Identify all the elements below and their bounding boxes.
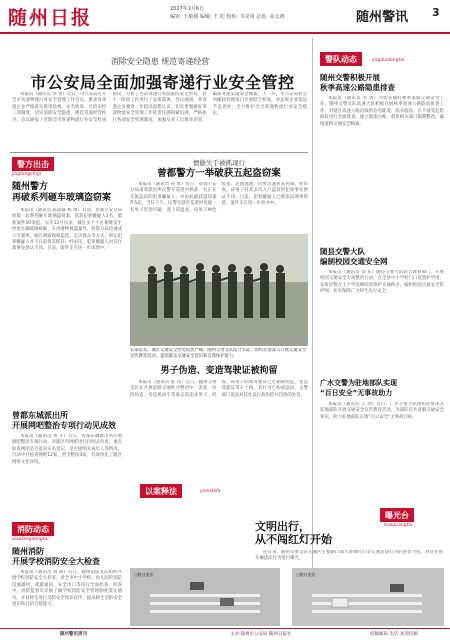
bottom-center-headline: 男子伪造、变造驾驶证被拘留 [160, 366, 278, 376]
right3-headline-line2: “百日安全”无事故助力 [320, 389, 393, 397]
right1-body [320, 96, 444, 240]
section-tag-yianshifa: 以案释法 [140, 484, 182, 498]
lead-rule [10, 152, 308, 153]
lead-body-text: 本报讯（通讯员 李 勇）近日，市公安局召开全市寄递物流行业安全管理工作会议，要求各寄递企业严格落实收寄验视、实名收寄、过机安检三项制度，切实消除安全隐患，规范寄递经营秩序。会议通报了近期全市寄递物流行业安全检查情况，分析了当前寄递行业面临的安全形势，对下一阶段工作进行了安排部署。会议强调，各寄递企业要进一步提高思想认识，切实增强做好寄递物流安全管理工作的责任感和紧迫感，严格执行各项安全管理制度，加强从业人员教育培训，确保寄递渠道安全畅通。下一步，市公安局将会同邮政管理部门开展联合检查，对违规企业依法予以查处，全力维护全市寄递物流行业安全稳定。 [12, 92, 307, 123]
traffic-photo-2-label: ○路口违法 [296, 572, 316, 577]
traffic-photo-1 [130, 568, 280, 626]
editor-line: 编审: 王敏娣 编辑: 王 松 校检: 韦克用 总监: 高元鸿 [170, 14, 285, 20]
right1-headline-line1: 随州交警积极开展 [320, 73, 380, 82]
left1-body-text: 本报讯（通讯员 陈道森 杨 博）日前，曾都公安分局侦破一起系列砸车玻璃盗窃案，抓获犯罪嫌疑人1名，破获案件10余起。去年12月以来，城区多个小区相继发生停放车辆玻璃被砸、车内财物被盗案件。曾都分局迅速成立专案组，通过调取视频监控、走访群众等方式，锁定犯罪嫌疑人并于日前将其抓获。经审讯，犯罪嫌疑人对其作案事实供认不讳。目前，案件正在进一步审理中。 [12, 208, 122, 252]
left3-body-text: 本报讯（通讯员 刘 辉）近日，随州消防支队组织开展学校消防安全大检查，对全市中小学校、幼儿园的消防设施器材、疏散通道、安全出口等进行全面检查。检查中，消防监督员详细了解学校消防安全管理制度落实情况，并对师生进行消防安全知识宣传，提高师生消防安全意识和自防自救能力。 [12, 570, 122, 608]
section-tag-jingfang: 警方出击 [12, 157, 54, 171]
right2-headline-line1: 随县交警大队 [320, 247, 365, 256]
masthead [0, 0, 450, 34]
bottom-center-body [130, 380, 308, 480]
right1-headline-line2: 秋季高速公路隐患排查 [320, 83, 395, 92]
section-tag-sub: jingfangchuji [12, 172, 41, 177]
bottom-center-body-text: 本报讯（通讯员 张 伟）近日，随州交警支队在开展道路交通秩序整治中，查获一名持伪造、变造机动车驾驶证的违法男子。经查，该男子明知驾驶证已过期却伪造、变造驾驶证驾车上路，其行为已构成违法，交警部门依法对其处以行政拘留并罚款的处罚。 [130, 380, 308, 398]
newspaper-logo: 随州日报 [8, 7, 93, 29]
left2-body [12, 434, 122, 518]
section-tag-sub-xiaofang: xiaofangdongtai [12, 537, 49, 542]
lead-headline: 市公安局全面加强寄递行业安全管控 [30, 73, 295, 92]
section-tag-xiaofang: 消防动态 [12, 522, 54, 536]
right2-headline-line2: 编制校园交通安全网 [320, 257, 388, 266]
right1-body-text: 本报讯（通讯员 李 勇）为切实做好秋季道路交通安全工作，随州交警支队高速大队积极开展秋季高速公路隐患排查工作，对辖区高速公路沿线的急弯陡坡、临水临崖、长下坡等危险路段进行全面排查，建立隐患台账，督促相关部门限期整改，确保道路交通安全畅通。 [320, 96, 444, 127]
lead-body [12, 92, 307, 150]
right3-headline-line1: 广水交警为驻地部队实现 [320, 379, 397, 387]
issue-date: 2017年1月6日 [170, 6, 205, 12]
right3-body-text: 本报讯（通讯员 王 剑）近日，广水交警大队组织民警深入驻地部队开展交通安全宣传教育活动，为部队官兵讲解交通安全知识，助力驻地部队实现“百日安全”无事故目标。 [320, 402, 444, 420]
masthead-meta [170, 5, 330, 21]
left1-body [12, 208, 122, 406]
left2-headline-line2: 开展网吧整治专项行动见成效 [12, 421, 116, 430]
traffic-photo-1-label: ○路口违法 [134, 572, 154, 577]
left3-body [12, 570, 122, 624]
photo-box-body [255, 550, 443, 566]
feature-body [130, 182, 308, 232]
section-tag-jingdui: 警队动态 [320, 52, 362, 66]
page-number: 3 [432, 6, 440, 19]
feature-photo [130, 234, 308, 346]
right3-body [320, 402, 444, 506]
section-name: 随州警讯 [356, 10, 409, 25]
right2-body-text: 本报讯（通讯员 余 东）随县交警大队联合教育部门，开展校园交通安全专项整治行动，在全县中小学校门口设置护学岗，安排民警在上下学高峰时段维护交通秩序，编织校园交通安全防护网，切实保障广大师生出行安全。 [320, 270, 444, 295]
feature-body-text: 本报讯（通讯员 孙 勇）近日，曾都公安分局南郊派出所民警在巡逻中抓获一名正在实施盗窃的犯罪嫌疑人，并由此破获盗窃案件5起。当日下午，民警在辖区巡逻时发现一名男子形迹可疑，遂上前盘查，该男子神色慌张、企图逃跑，民警迅速将其控制。经审查，该男子对其多次入户盗窃的犯罪事实供认不讳。目前，犯罪嫌疑人已被依法刑事拘留，案件正在进一步侦办中。 [130, 182, 308, 213]
left1-headline-line1: 随州警方 [12, 182, 49, 192]
intersection-image-2 [292, 568, 444, 626]
left2-body-text: 本报讯（通讯员 黄 平）近日，曾都东城派出所开展网吧整治专项行动，对辖区内网吧进行拉网式检查，重点检查网吧是否落实实名登记、是否接纳未成年人等情况。行动中共检查网吧12家，责令整改3家，有效净化了辖区网络文化环境。 [12, 434, 122, 465]
page-footer [0, 628, 450, 640]
feature-photo-caption: 长期以来，城区交通安全形势依然严峻，随州交警支队结合实际，组织民警深入开展交通安全宣传教育活动，提高群众交通安全意识和自我保护能力。 [130, 348, 307, 360]
feature-headline: 曾都警方一举破获五起盗窃案 [157, 168, 281, 179]
left1-headline-line2: 再破系列砸车玻璃盗窃案 [12, 193, 112, 203]
left3-headline-line2: 开展学校消防安全大检查 [12, 557, 100, 566]
feature-kicker: 惯偷失手被抓现行 [193, 159, 245, 167]
photo-box-headline-line1: 文明出行， [255, 520, 310, 533]
left2-headline-line1: 曾都东城派出所 [12, 411, 68, 420]
section-tag-sub-yianshifa: yianshifa [200, 489, 221, 494]
section-tag-baoguang: 曝光台 [380, 508, 414, 522]
footer-mid: 主办:随州市公安局 随州日报社 [230, 632, 292, 637]
photo-box-body-text: 连日来，随州交警支队在城区主要路口加大对闯红灯等交通违法行为的查处力度，对过往的车辆违法行为进行曝光。 [255, 550, 443, 562]
footer-right: 投稿邮箱 电话 欢迎投稿 [370, 632, 418, 637]
footer-left: 随州警讯周刊 [60, 632, 87, 637]
left3-headline-line1: 随州消防 [12, 547, 44, 556]
intersection-image-1 [130, 568, 280, 626]
right2-body [320, 270, 444, 374]
section-tag-sub-baoguang: baoguangtai [384, 523, 413, 528]
photo-box-headline-line2: 从不闯红灯开始 [255, 533, 332, 546]
section-tag-sub-jingdui: jingduidongtai [372, 58, 405, 63]
police-lineup-illustration [130, 234, 308, 346]
lead-kicker: 消除安全隐患 规范寄递经营 [110, 57, 210, 66]
traffic-photo-2 [292, 568, 444, 626]
